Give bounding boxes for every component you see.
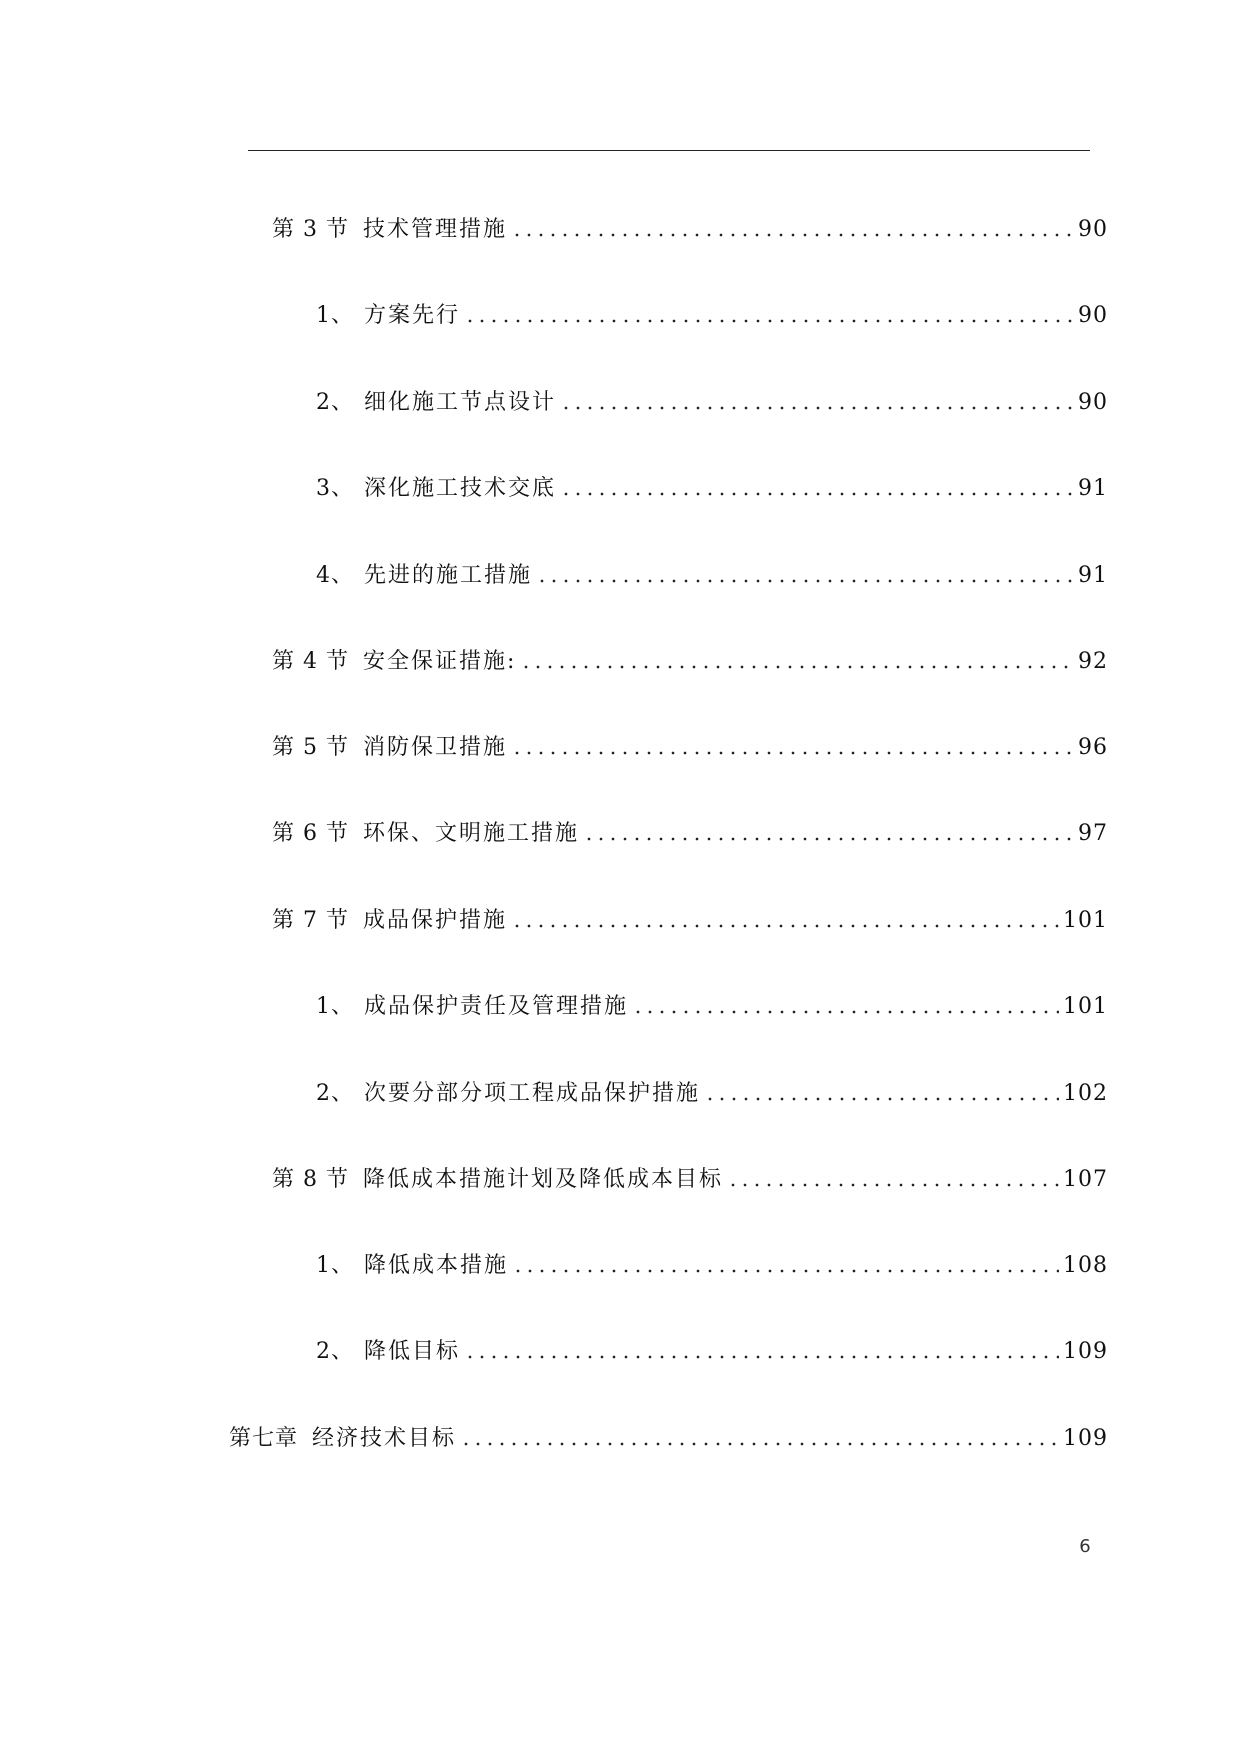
toc-entry-title: 降低成本措施: [364, 1253, 509, 1278]
toc-dot-leader: [511, 233, 1074, 237]
toc-dot-leader: [512, 1269, 1059, 1273]
toc-entry-item[interactable]: [316, 555, 1108, 589]
toc-entry-item[interactable]: [316, 1245, 1108, 1279]
toc-entry-page: 102: [1063, 1081, 1108, 1106]
toc-entry-page: 92: [1078, 649, 1108, 674]
toc-entry-item[interactable]: [316, 1073, 1108, 1107]
toc-entry-title: 降低成本措施计划及降低成本目标: [362, 1167, 723, 1192]
toc-dot-leader: [464, 1355, 1059, 1359]
toc-dot-leader: [560, 406, 1074, 410]
toc-entry-item[interactable]: [316, 382, 1108, 416]
toc-entry-page: 109: [1063, 1426, 1108, 1451]
toc-dot-leader: [511, 751, 1074, 755]
toc-entry-number: 第 7 节: [272, 908, 349, 933]
toc-entry-page: 91: [1078, 563, 1108, 588]
toc-entry-label: [316, 390, 556, 416]
toc-entry-page: 101: [1063, 908, 1108, 933]
toc-entry-section-7[interactable]: [272, 900, 1108, 934]
toc-entry-page: 109: [1063, 1339, 1108, 1364]
toc-entry-title: 降低目标: [364, 1339, 461, 1364]
toc-entry-page: 97: [1078, 821, 1108, 846]
toc-entry-number: 4、: [316, 563, 354, 588]
toc-entry-page: 107: [1063, 1167, 1108, 1192]
page-number: 6: [1079, 1536, 1091, 1557]
toc-entry-section-5[interactable]: [272, 727, 1108, 761]
toc-entry-number: 1、: [316, 994, 354, 1019]
toc-entry-label: [316, 303, 460, 329]
toc-entry-number: 第 5 节: [272, 735, 349, 760]
toc-entry-label: [229, 1426, 456, 1452]
toc-entry-label: [316, 1081, 700, 1107]
toc-dot-leader: [460, 1442, 1059, 1446]
toc-entry-number: 2、: [316, 1081, 354, 1106]
toc-entry-title: 成品保护责任及管理措施: [364, 994, 629, 1019]
toc-entry-item[interactable]: [316, 1331, 1108, 1365]
toc-entry-page: 91: [1078, 476, 1108, 501]
toc-entry-label: [316, 476, 556, 502]
toc-entry-number: 2、: [316, 1339, 354, 1364]
toc-entry-label: [272, 649, 516, 675]
toc-entry-title: 经济技术目标: [312, 1426, 457, 1451]
toc-dot-leader: [632, 1010, 1059, 1014]
toc-entry-item[interactable]: [316, 295, 1108, 329]
toc-entry-page: 101: [1063, 994, 1108, 1019]
toc-entry-section-4[interactable]: [272, 641, 1108, 675]
toc-entry-title: 深化施工技术交底: [364, 476, 557, 501]
toc-entry-page: 96: [1078, 735, 1108, 760]
toc-entry-number: 第 4 节: [272, 649, 349, 674]
toc-entry-section-6[interactable]: [272, 813, 1108, 847]
toc-entry-number: 1、: [316, 1253, 354, 1278]
toc-dot-leader: [511, 924, 1059, 928]
toc-entry-label: [272, 1167, 723, 1193]
toc-entry-title: 细化施工节点设计: [364, 390, 557, 415]
toc-entry-label: [272, 217, 507, 243]
toc-entry-title: 消防保卫措施: [362, 735, 507, 760]
toc-entry-number: 第七章: [229, 1426, 299, 1451]
toc-entry-title: 安全保证措施:: [362, 649, 517, 674]
toc-entry-title: 方案先行: [364, 303, 461, 328]
toc-entry-number: 第 6 节: [272, 821, 349, 846]
toc-entry-title: 次要分部分项工程成品保护措施: [364, 1081, 701, 1106]
toc-dot-leader: [704, 1097, 1059, 1101]
toc-entry-label: [272, 908, 507, 934]
toc-entry-chapter-7[interactable]: [229, 1418, 1108, 1452]
toc-entry-number: 第 3 节: [272, 217, 349, 242]
toc-entry-page: 90: [1078, 217, 1108, 242]
toc-entry-label: [316, 994, 628, 1020]
toc-dot-leader: [560, 492, 1074, 496]
toc-entry-label: [272, 735, 507, 761]
toc-entry-section-8[interactable]: [272, 1159, 1108, 1193]
toc-entry-label: [316, 563, 532, 589]
toc-dot-leader: [583, 837, 1074, 841]
toc-dot-leader: [727, 1183, 1059, 1187]
toc-entry-title: 成品保护措施: [362, 908, 507, 933]
toc-entry-title: 环保、文明施工措施: [362, 821, 579, 846]
toc-entry-number: 1、: [316, 303, 354, 328]
toc-entry-number: 第 8 节: [272, 1167, 349, 1192]
toc-entry-item[interactable]: [316, 468, 1108, 502]
toc-entry-title: 技术管理措施: [362, 217, 507, 242]
toc-dot-leader: [536, 579, 1074, 583]
toc-entry-item[interactable]: [316, 986, 1108, 1020]
toc-dot-leader: [520, 665, 1074, 669]
toc-entry-number: 3、: [316, 476, 354, 501]
toc-entry-page: 90: [1078, 390, 1108, 415]
toc-entry-label: [272, 821, 579, 847]
toc-entry-page: 90: [1078, 303, 1108, 328]
toc-entry-label: [316, 1253, 508, 1279]
toc-entry-page: 108: [1063, 1253, 1108, 1278]
toc-entry-section-3[interactable]: [272, 209, 1108, 243]
toc-dot-leader: [464, 319, 1074, 323]
toc-entry-number: 2、: [316, 390, 354, 415]
toc-entry-title: 先进的施工措施: [364, 563, 533, 588]
toc-entry-label: [316, 1339, 460, 1365]
